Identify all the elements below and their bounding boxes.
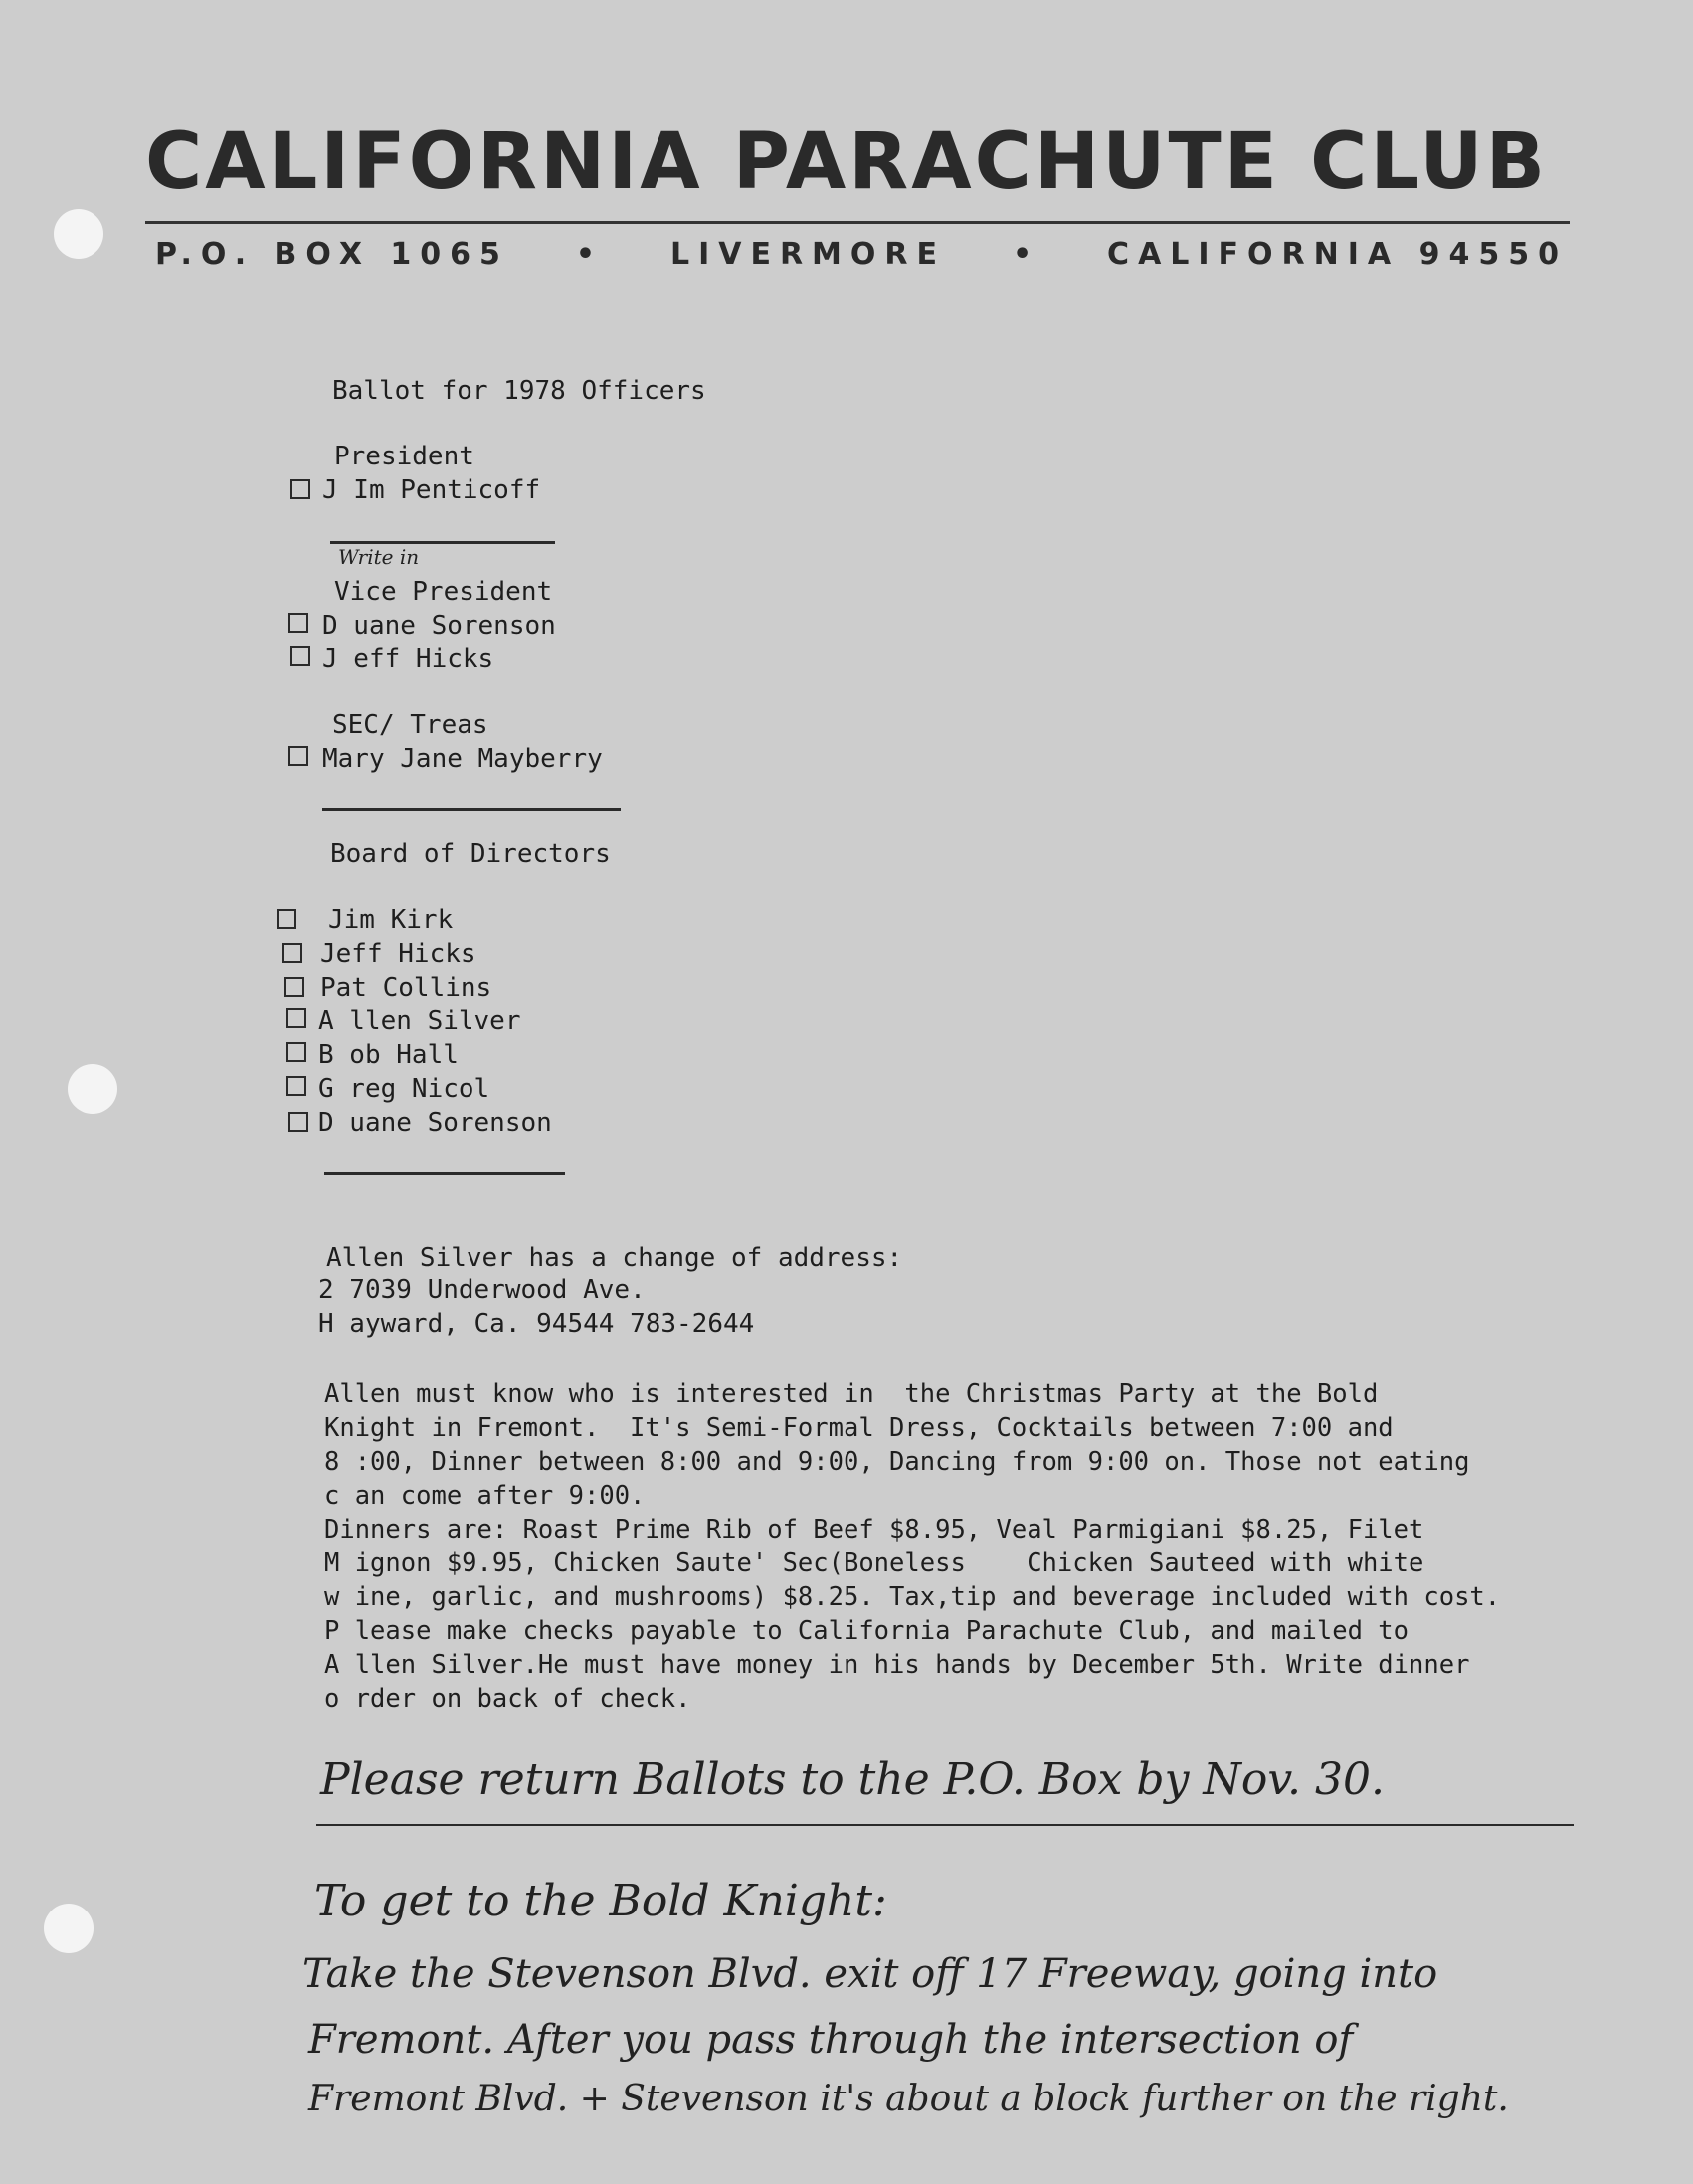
address-state-zip: CALIFORNIA 94550	[1107, 237, 1568, 272]
party-line: Dinners are: Roast Prime Rib of Beef $8.95, Veal Parmigiani $8.25, Filet	[324, 1515, 1424, 1545]
ballot-heading: Ballot for 1978 Officers	[332, 376, 706, 406]
address-separator: •	[575, 237, 605, 272]
party-line: Allen must know who is interested in the Christmas Party at the Bold	[324, 1379, 1379, 1409]
address-po-box: P.O. BOX 1065	[155, 237, 509, 272]
return-note: Please return Ballots to the P.O. Box by Nov. 30.	[320, 1754, 1386, 1805]
directions-line: Fremont Blvd. + Stevenson it's about a block further on the right.	[308, 2079, 1509, 2119]
checkbox-sec-treas[interactable]	[288, 746, 308, 766]
checkbox-board[interactable]	[286, 1076, 306, 1096]
write-in-line	[330, 541, 555, 544]
candidate-name: Jim Kirk	[328, 905, 454, 935]
party-line: A llen Silver.He must have money in his hands by December 5th. Write dinner	[324, 1650, 1470, 1680]
directions-heading: To get to the Bold Knight:	[314, 1876, 887, 1926]
directions-line: Take the Stevenson Blvd. exit off 17 Freeway, going into	[302, 1951, 1438, 1997]
party-line: o rder on back of check.	[324, 1684, 691, 1714]
address-change-line: H ayward, Ca. 94544 783-2644	[318, 1309, 755, 1339]
candidate-name: J Im Penticoff	[322, 475, 541, 505]
candidate-name: Jeff Hicks	[320, 939, 476, 969]
write-in-label: Write in	[338, 545, 420, 569]
sec-treas-label: SEC/ Treas	[332, 710, 488, 740]
party-line: 8 :00, Dinner between 8:00 and 9:00, Dancing from 9:00 on. Those not eating	[324, 1447, 1470, 1477]
party-line: P lease make checks payable to California Parachute Club, and mailed to	[324, 1616, 1410, 1646]
checkbox-board[interactable]	[284, 977, 304, 997]
address-change-line: Allen Silver has a change of address:	[326, 1243, 903, 1273]
return-note-underline	[316, 1824, 1574, 1826]
candidate-name: Pat Collins	[320, 973, 492, 1002]
address-city: LIVERMORE	[669, 237, 947, 272]
vice-president-label: Vice President	[334, 577, 553, 607]
board-label: Board of Directors	[330, 839, 611, 869]
checkbox-board[interactable]	[288, 1112, 308, 1132]
checkbox-board[interactable]	[286, 1008, 306, 1028]
president-label: President	[334, 442, 474, 471]
write-in-line	[322, 808, 621, 811]
checkbox-vice-president[interactable]	[290, 646, 310, 666]
letterhead-title: CALIFORNIA PARACHUTE CLUB	[145, 117, 1549, 207]
checkbox-board[interactable]	[282, 943, 302, 963]
checkbox-board[interactable]	[277, 909, 296, 929]
address-separator: •	[1012, 237, 1041, 272]
party-line: w ine, garlic, and mushrooms) $8.25. Tax,tip and beverage included with cost.	[324, 1582, 1501, 1612]
party-line: M ignon $9.95, Chicken Saute' Sec(Boneless Chicken Sauteed with white	[324, 1548, 1424, 1578]
checkbox-president[interactable]	[290, 479, 310, 499]
candidate-name: J eff Hicks	[322, 644, 494, 674]
letterhead-rule	[145, 221, 1570, 224]
candidate-name: G reg Nicol	[318, 1074, 490, 1104]
punch-hole-top	[54, 209, 103, 259]
candidate-name: A llen Silver	[318, 1006, 521, 1036]
letterhead-address	[155, 237, 1568, 272]
write-in-line	[324, 1172, 565, 1175]
address-change-line: 2 7039 Underwood Ave.	[318, 1275, 646, 1305]
checkbox-board[interactable]	[286, 1042, 306, 1062]
party-line: Knight in Fremont. It's Semi-Formal Dress, Cocktails between 7:00 and	[324, 1413, 1394, 1443]
candidate-name: D uane Sorenson	[322, 611, 556, 640]
candidate-name: Mary Jane Mayberry	[322, 744, 603, 774]
candidate-name: D uane Sorenson	[318, 1108, 552, 1138]
punch-hole-middle	[68, 1064, 117, 1114]
punch-hole-bottom	[44, 1904, 94, 1953]
candidate-name: B ob Hall	[318, 1040, 459, 1070]
directions-line: Fremont. After you pass through the intersection of	[308, 2017, 1354, 2063]
party-line: c an come after 9:00.	[324, 1481, 646, 1511]
checkbox-vice-president[interactable]	[288, 613, 308, 633]
